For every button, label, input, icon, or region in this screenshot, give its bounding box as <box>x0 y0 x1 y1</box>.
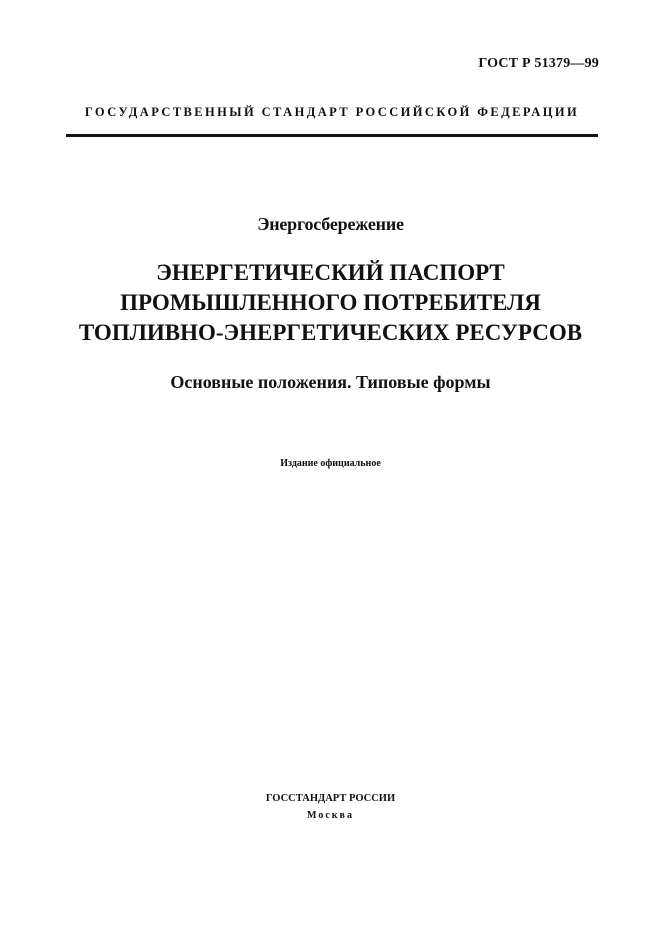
main-title-line-2: ПРОМЫШЛЕННОГО ПОТРЕБИТЕЛЯ <box>120 290 541 315</box>
subtitle: Основные положения. Типовые формы <box>170 372 491 392</box>
document-number: ГОСТ Р 51379—99 <box>478 56 599 71</box>
series-title: Энергосбережение <box>257 214 404 234</box>
header-divider <box>66 134 598 137</box>
main-title <box>0 258 661 348</box>
standard-header: ГОСУДАРСТВЕННЫЙ СТАНДАРТ РОССИЙСКОЙ ФЕДЕРАЦИИ <box>84 105 580 119</box>
main-title-line-3: ТОПЛИВНО-ЭНЕРГЕТИЧЕСКИХ РЕСУРСОВ <box>78 320 583 345</box>
publication-city: Москва <box>307 810 354 821</box>
main-title-line-1: ЭНЕРГЕТИЧЕСКИЙ ПАСПОРТ <box>156 260 505 285</box>
publisher: ГОССТАНДАРТ РОССИИ <box>265 793 396 804</box>
edition-note: Издание официальное <box>280 458 381 469</box>
